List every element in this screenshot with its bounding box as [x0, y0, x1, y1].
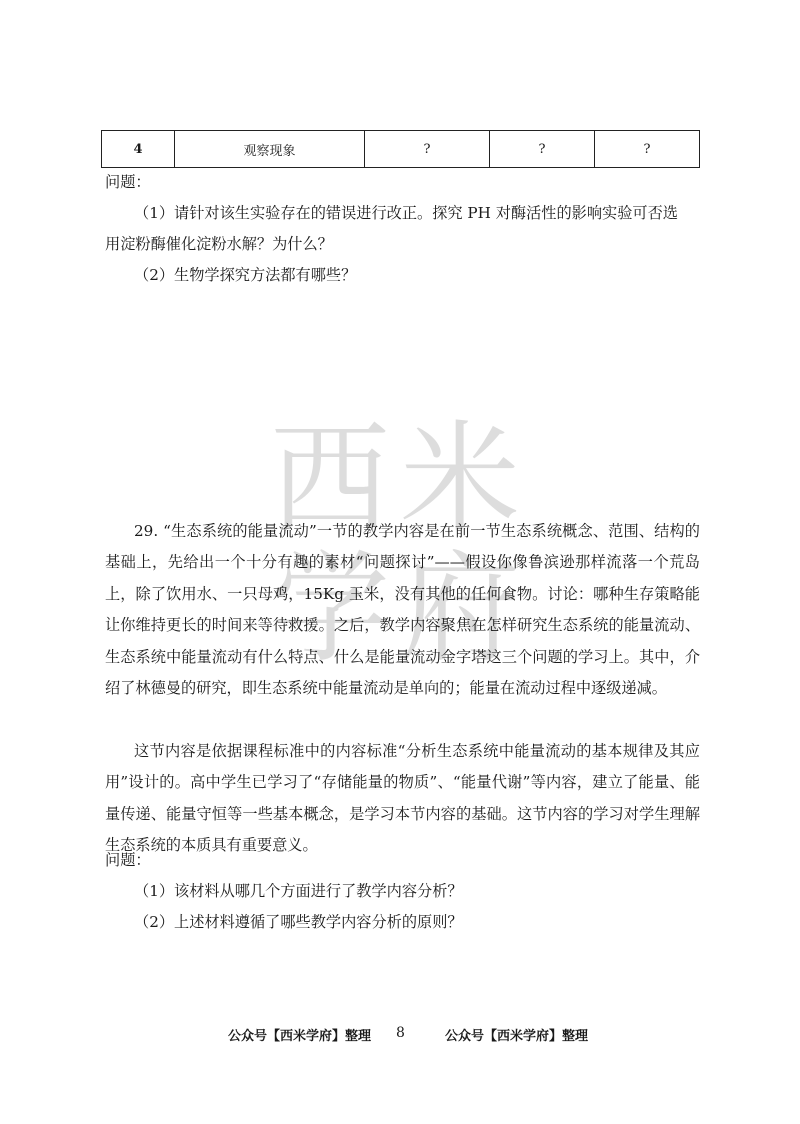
questions-label: 问题： [105, 851, 151, 869]
table-cell-value: ? [490, 131, 595, 168]
questions-label: 问题： [105, 173, 151, 191]
question-29-material: 29. “生态系统的能量流动”一节的教学内容是在前一节生态系统概念、范围、结构的基础上，先给出一个十分有趣的素材“问题探讨”——假设你像鲁滨逊那样流落一个荒岛上，除了饮用水、一只母鸡，15Kg 玉米，没有其他的任何食物。讨论：哪种生存策略能让你维持更长的时间来等待救援。之后，教学内容聚焦在怎样研究生态系统的能量流动、生态系统中能量流动有什么特点、什么是能量流动金字塔这三个问题的学习上。其中，介绍了林德曼的研究，即生态系统中能量流动是单向的；能量在流动过程中逐级递减。 [105, 522, 700, 698]
question-2: （2）生物学探究方法都有哪些？ [134, 266, 357, 284]
question-1-line-2: 用淀粉酶催化淀粉水解？为什么？ [105, 235, 333, 253]
page-number: 8 [396, 1025, 405, 1041]
table-cell-step-number: 4 [102, 131, 175, 168]
watermark-char: 学 [270, 540, 390, 679]
footer-right-text: 公众号【西米学府】整理 [445, 1029, 589, 1044]
experiment-table [101, 130, 700, 168]
table-cell-value: ? [365, 131, 490, 168]
watermark-char: 府 [400, 540, 520, 679]
table-row [102, 131, 700, 168]
question-29-2: （2）上述材料遵循了哪些教学内容分析的原则？ [134, 913, 463, 931]
footer-left-text: 公众号【西米学府】整理 [228, 1029, 372, 1044]
question-1-line-1: （1）请针对该生实验存在的错误进行改正。探究 PH 对酶活性的影响实验可否选 [134, 204, 678, 222]
watermark-char: 米 [400, 410, 520, 549]
table-cell-value: ? [595, 131, 700, 168]
question-29-1: （1）该材料从哪几个方面进行了教学内容分析？ [134, 882, 463, 900]
table-cell-step-name: 观察现象 [175, 131, 365, 168]
page-footer [0, 1025, 800, 1047]
watermark-char: 西 [270, 410, 390, 549]
question-29-background: 这节内容是依据课程标准中的内容标准“分析生态系统中能量流动的基本规律及其应用”设计的。高中学生已学习了“存储能量的物质”、“能量代谢”等内容，建立了能量、能量传递、能量守恒等一些基本概念，是学习本节内容的基础。这节内容的学习对学生理解生态系统的本质具有重要意义。 [105, 742, 700, 855]
